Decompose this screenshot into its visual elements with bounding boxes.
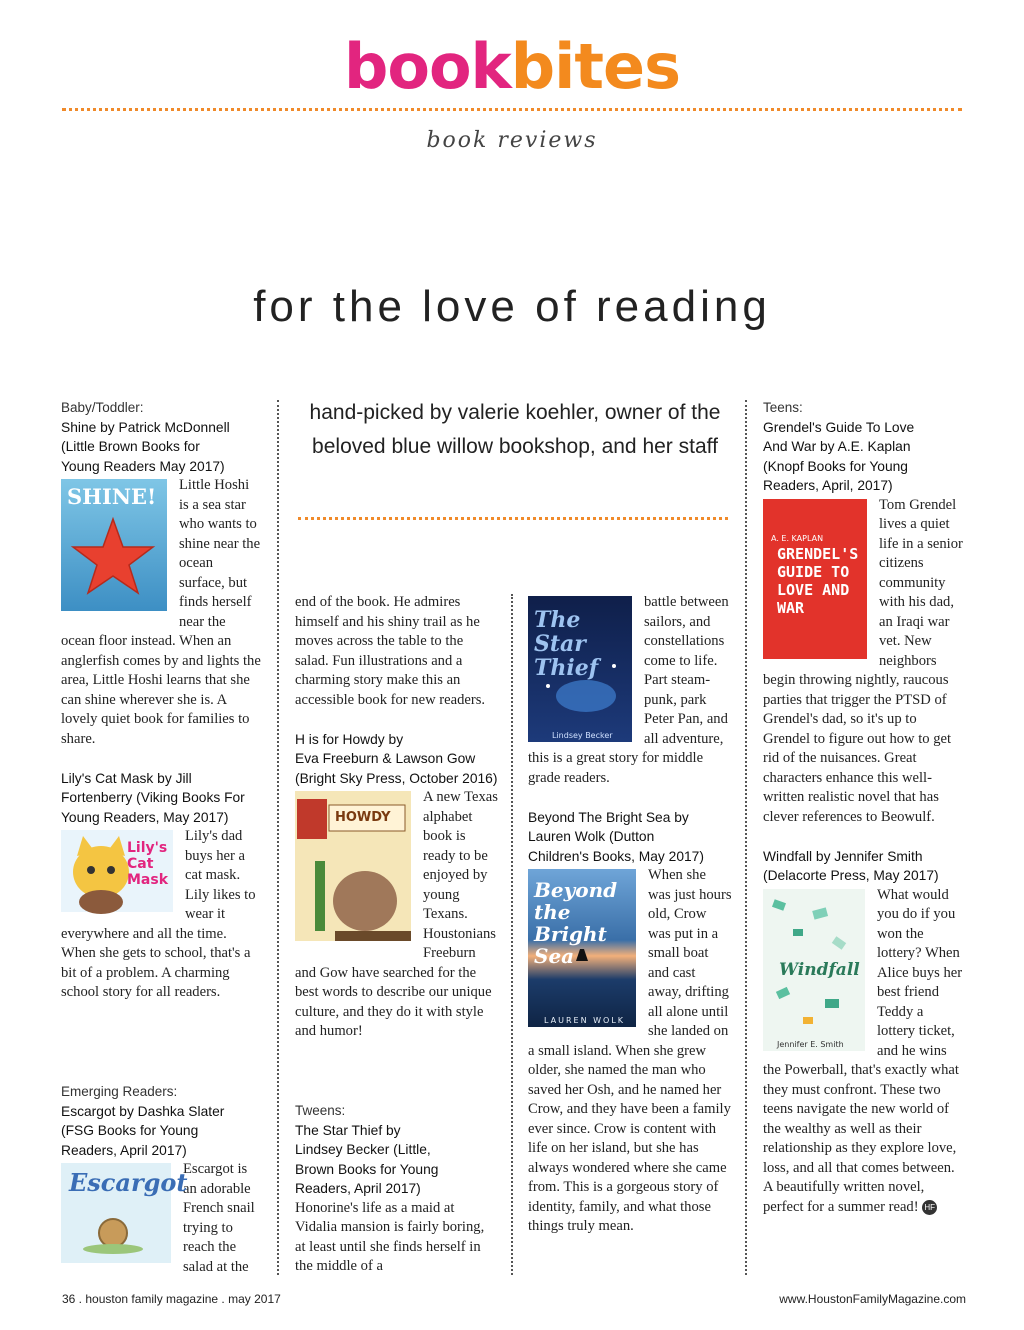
book-title [61,769,261,828]
cover-author: LAUREN WOLK [544,1016,626,1025]
column-3 [528,593,732,1237]
snail-illustration [61,1163,171,1263]
book-review: A new Texas alphabet book is ready to be enjoyed by young Texans. Houstonians Freeburn and Gow have searched for the best words to describe our unique culture, and they do it with style and humor! [295,789,498,1039]
book-title-line: Readers, April, 2017) [763,478,893,493]
column-divider-1 [277,400,279,1275]
star-thief-illustration [528,596,632,742]
book-title [61,418,261,477]
dotted-divider-top [62,108,962,111]
brand-part-bites: bites [510,30,681,103]
book-title [763,418,963,496]
book-review: Escargot is an adorable French snail trying to reach the salad at the [183,1161,255,1275]
column-divider-2 [511,594,513,1275]
cover-title: Escargot [69,1168,188,1197]
book-cover-h-is-for-howdy [295,791,411,941]
category-label: Teens: [763,400,803,415]
column-1 [61,398,261,1003]
book-review: Tom Grendel lives a quiet life in a senior citizens community with his dad, an Iraqi war vet. New neighbors begin throwing nightly, raucous parties that trigger the PTSD of Grendel's dad, so it's up to Grendel to figure out how to get rid of the nuisances. Great characters enhance this well-written realistic novel that has clever references to Beowulf. [763,496,963,825]
book-title [295,730,498,789]
cover-title: Windfall [779,959,860,980]
cover-author: Jennifer E. Smith [777,1039,844,1049]
book-cover-windfall [763,889,865,1051]
cover-title: The Star Thief [534,607,599,681]
brand-logo [0,30,1024,103]
book-title-line: Children's Books, May 2017) [528,848,704,864]
book-review: Little Hoshi is a sea star who wants to shine near the ocean surface, but finds herself near the ocean floor instead. When an anglerfish comes by and lights the area, Little Hoshi learns that she can shine wherever she is. A lovely quiet book for families to share. [61,477,261,747]
star-illustration [61,479,167,611]
column-divider-3 [745,400,747,1275]
book-title-line: Shine by Patrick McDonnell [61,419,230,435]
end-mark-icon: HF [922,1200,937,1215]
cover-title: GRENDEL'S GUIDE TO LOVE AND WAR [777,544,859,617]
book-review: Honorine's life as a maid at Vidalia mansion is fairly boring, at least until she finds herself in the middle of a [295,1199,485,1274]
column-1-lower [61,1082,261,1277]
cover-author: A. E. KAPLAN [771,533,824,543]
curator-credit: hand-picked by valerie koehler, owner of the beloved blue willow bookshop, and her staff [309,401,721,458]
category-label: Tweens: [295,1103,346,1118]
book-title-line: Young Readers, May 2017) [61,809,229,825]
book-cover-beyond-the-bright-sea [528,869,636,1027]
book-title-line: (Delacorte Press, May 2017) [763,868,939,883]
book-title-line: The Star Thief by [295,1122,401,1138]
book-cover-grendels-guide [763,499,867,659]
category-label: Emerging Readers: [61,1084,178,1099]
book-title-line: (FSG Books for Young [61,1123,199,1138]
book-title-line: H is for Howdy by [295,731,404,747]
book-title-line: Lily's Cat Mask by Jill [61,770,192,786]
book-review: Lily's dad buys her a cat mask. Lily likes to wear it everywhere and all the time. When she gets to school, that's a bit of a problem. A charming school story for all readers. [61,828,256,1000]
dotted-divider-mid [298,517,728,520]
book-title-line: Fortenberry (Viking Books For [61,790,245,805]
book-title-line: Lauren Wolk (Dutton [528,829,655,844]
book-cover-shine [61,479,167,611]
column-4 [763,398,963,1217]
page-title: for the love of reading [253,282,771,331]
book-title-line: Escargot by Dashka Slater [61,1103,225,1119]
book-title-line: Readers, April 2017) [61,1142,187,1158]
book-review-continued: battle between sailors, and constellations come to life. Part steam-punk, park Peter Pan, and all adventure, this is a great story for middle grade readers. [528,594,729,786]
book-review: When she was just hours old, Crow was put in a small boat and cast away, drifting all alone until she landed on a small island. When she grew older, she named the man who saved her Osh, and he named her Crow, and they have been a family ever since. Crow is content with life on her island, but she has always wondered where she came from. This is a gorgeous story of identity, family, and what those things truly mean. [528,867,732,1234]
book-review-continued: end of the book. He admires himself and his shiny trail as he moves across the table to the salad. Fun illustrations and a charming story make this an accessible book for new readers. [295,594,486,708]
book-review-text: What would you do if you won the lottery? When Alice buys her best friend Teddy a lottery ticket, and he wins the Powerball, that's exactly what they must confront. These two teens navigate the new world of the wealthy as well as their relationship as they explore love, loss, and all that comes between. A beautifully written novel, perfect for a summer read! [763,886,963,1215]
book-title-line: Eva Freeburn & Lawson Gow [295,751,476,766]
brand-part-book: book [343,30,511,103]
section-subtitle: book reviews [426,128,598,153]
boat-illustration [528,869,636,1027]
book-title-line: Readers, April 2017) [295,1181,421,1196]
footer-page-info: 36 . houston family magazine . may 2017 [62,1292,281,1306]
book-title-line: Lindsey Becker (Little, [295,1142,431,1157]
column-2 [295,593,498,1042]
footer-website: www.HoustonFamilyMagazine.com [779,1292,966,1306]
book-title-line: Windfall by Jennifer Smith [763,848,923,864]
cover-author: Lindsey Becker [552,731,613,740]
book-title-line: And War by A.E. Kaplan [763,439,911,454]
book-title-line: (Knopf Books for Young [763,458,908,474]
column-2-lower [295,1101,498,1277]
book-title [528,808,732,867]
book-title-line: (Bright Sky Press, October 2016) [295,770,498,786]
cover-title: HOWDY [335,810,391,825]
book-title-line: Young Readers May 2017) [61,458,225,474]
book-title [295,1121,498,1199]
book-title-line: Beyond The Bright Sea by [528,809,689,825]
book-title-line: (Little Brown Books for [61,439,200,454]
cover-title: Beyond the Bright Sea [534,878,618,968]
book-title [763,847,963,886]
book-cover-lilys-cat-mask [61,830,173,912]
book-title [61,1102,261,1161]
book-cover-star-thief [528,596,632,742]
cover-title: Lily's Cat Mask [127,840,169,888]
cover-title: SHINE! [67,484,157,509]
category-label: Baby/Toddler: [61,400,144,415]
book-title-line: Grendel's Guide To Love [763,419,915,435]
book-cover-escargot [61,1163,188,1263]
book-title-line: Brown Books for Young [295,1161,439,1177]
